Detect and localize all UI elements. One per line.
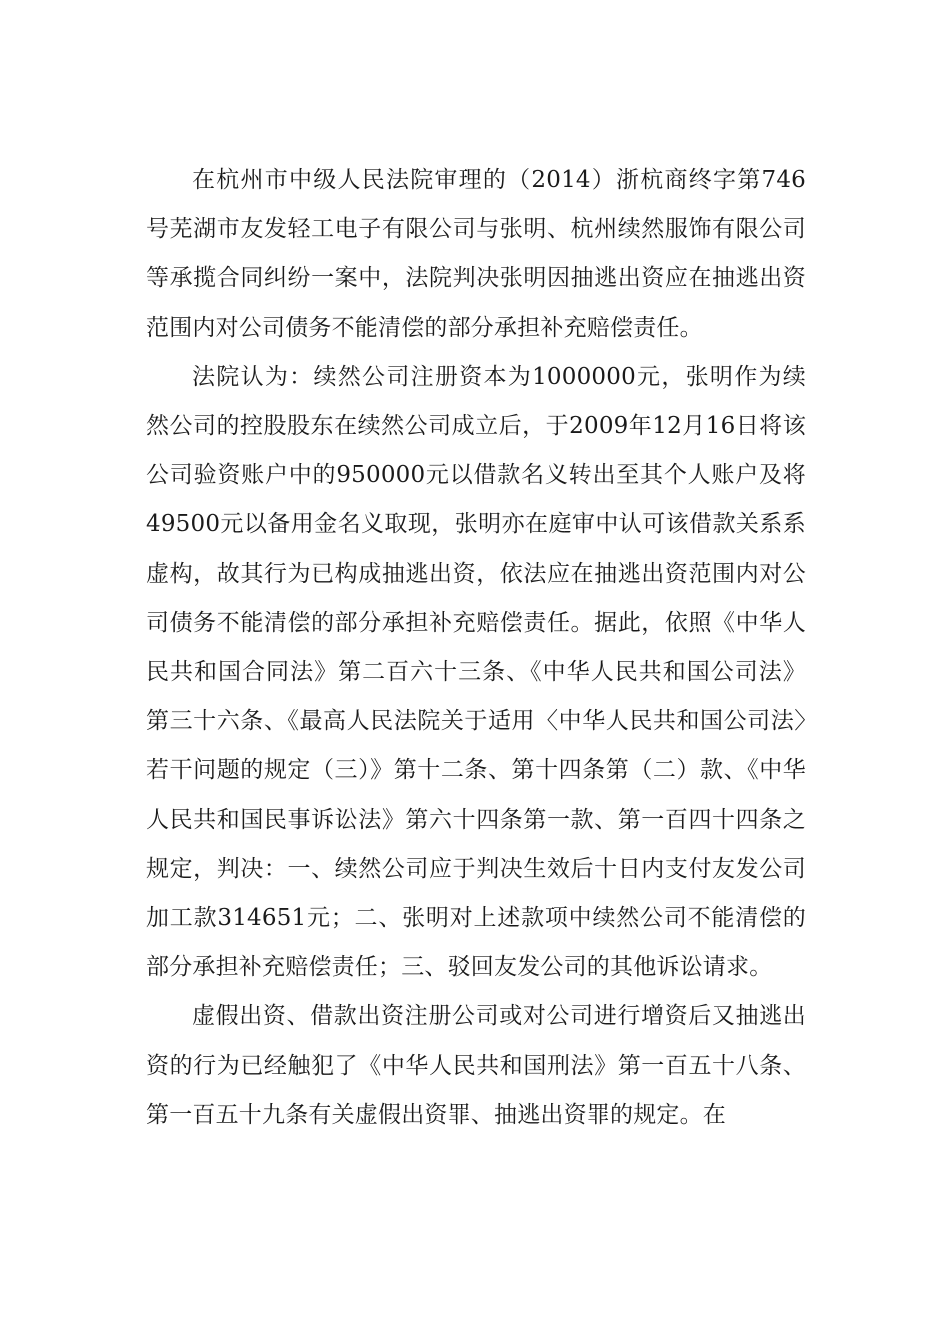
- paragraph-case-summary: 在杭州市中级人民法院审理的（2014）浙杭商终字第746号芜湖市友发轻工电子有限公司与张明、杭州续然服饰有限公司等承揽合同纠纷一案中，法院判决张明因抽逃出资应在抽逃出资范围内对公司债务不能清偿的部分承担补充赔偿责任。: [146, 167, 806, 341]
- paragraph-court-opinion: 法院认为：续然公司注册资本为1000000元，张明作为续然公司的控股股东在续然公司成立后，于2009年12月16日将该公司验资账户中的950000元以借款名义转出至其个人账户及将49500元以备用金名义取现，张明亦在庭审中认可该借款关系系虚构，故其行为已构成抽逃出资，依法应在抽逃出资范围内对公司债务不能清偿的部分承担补充赔偿责任。据此，依照《中华人民共和国合同法》第二百六十三条、《中华人民共和国公司法》第三十六条、《最高人民法院关于适用〈中华人民共和国公司法〉若干问题的规定（三）》第十二条、第十四条第（二）款、《中华人民共和国民事诉讼法》第六十四条第一款、第一百四十四条之规定，判决：一、续然公司应于判决生效后十日内支付友发公司加工款314651元；二、张明对上述款项中续然公司不能清偿的部分承担补充赔偿责任；三、驳回友发公司的其他诉讼请求。: [146, 363, 806, 981]
- paragraph-criminal-law: 虚假出资、借款出资注册公司或对公司进行增资后又抽逃出资的行为已经触犯了《中华人民共和国刑法》第一百五十八条、第一百五十九条有关虚假出资罪、抽逃出资罪的规定。在: [146, 1003, 806, 1128]
- document-body: [146, 156, 806, 1140]
